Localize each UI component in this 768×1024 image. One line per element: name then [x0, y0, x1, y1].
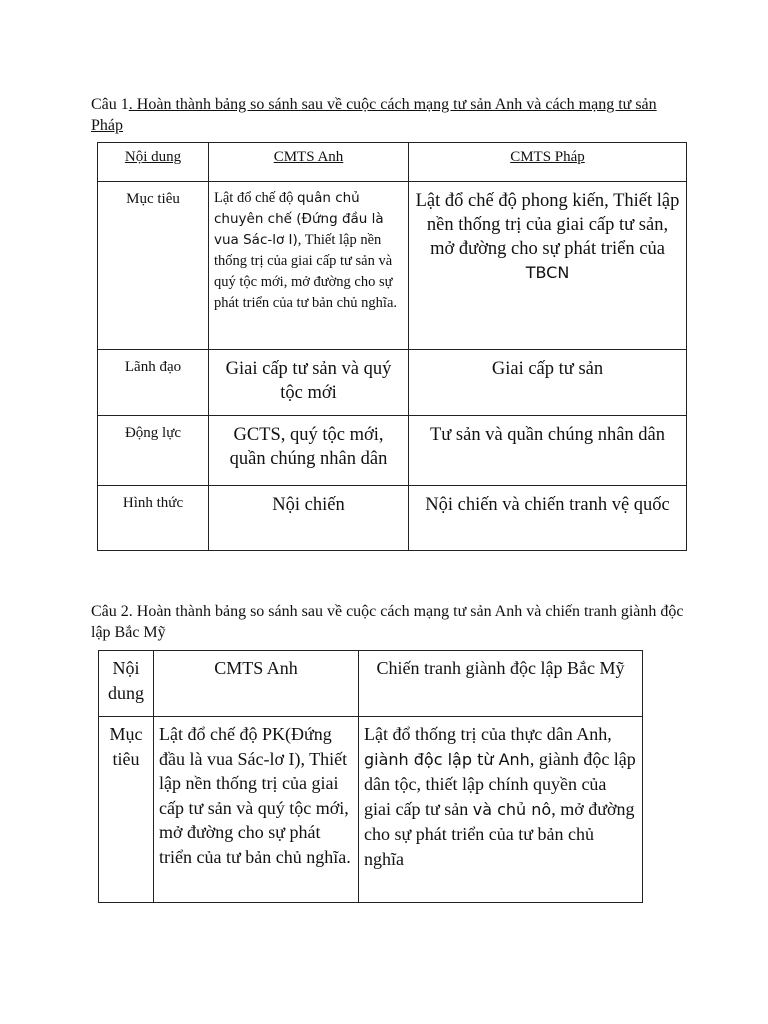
cell-anh — [209, 182, 409, 350]
header-cell: Chiến tranh giành độc lập Bắc Mỹ — [359, 651, 643, 717]
table-row — [99, 717, 643, 903]
comparison-table-1 — [97, 142, 687, 551]
table-row — [98, 416, 687, 486]
text-run: TBCN — [525, 263, 570, 282]
cell-phap — [409, 182, 687, 350]
cell-anh: GCTS, quý tộc mới, quần chúng nhân dân — [209, 416, 409, 486]
cell-bac-my — [359, 717, 643, 903]
text-run: Lật đổ chế độ — [214, 190, 297, 206]
question-2-title: Câu 2. Hoàn thành bảng so sánh sau về cuộc cách mạng tư sản Anh và chiến tranh giành độc lập Bắc Mỹ — [91, 603, 684, 641]
cell-anh: Giai cấp tư sản và quý tộc mới — [209, 350, 409, 416]
row-label: Động lực — [98, 416, 209, 486]
question-1-title — [91, 94, 691, 136]
row-label: Mục tiêu — [98, 182, 209, 350]
text-run: Lật đổ thống trị của thực dân Anh, — [364, 724, 612, 744]
cell-phap: Nội chiến và chiến tranh vệ quốc — [409, 486, 687, 551]
header-cell: Nội dung — [99, 651, 154, 717]
header-cell: CMTS Pháp — [409, 143, 687, 182]
row-label: Mục tiêu — [99, 717, 154, 903]
text-run: và chủ nô — [472, 799, 552, 819]
question-1-prefix: Câu 1 — [91, 96, 129, 113]
header-cell: Nội dung — [98, 143, 209, 182]
cell-phap: Giai cấp tư sản — [409, 350, 687, 416]
text-run: , Thiết lập nền thống trị của giai cấp tư sản và quý tộc mới, mở đường cho sự phát triển của tư bản chủ nghĩa. — [214, 232, 398, 311]
table-row — [98, 486, 687, 551]
table-row — [98, 182, 687, 350]
row-label: Lãnh đạo — [98, 350, 209, 416]
comparison-table-2 — [98, 650, 643, 903]
row-label: Hình thức — [98, 486, 209, 551]
cell-phap: Tư sản và quần chúng nhân dân — [409, 416, 687, 486]
header-cell: CMTS Anh — [154, 651, 359, 717]
header-cell: CMTS Anh — [209, 143, 409, 182]
table-row — [98, 350, 687, 416]
text-run: , giành độc lập dân tộc, thiết lập chính quyền của giai cấp tư sản — [364, 748, 636, 819]
table-2-header-row — [99, 651, 643, 717]
cell-anh: Lật đổ chế độ PK(Đứng đầu là vua Sác-lơ I), Thiết lập nền thống trị của giai cấp tư sản và quý tộc mới, mở đường cho sự phát triển của tư bản chủ nghĩa. — [154, 717, 359, 903]
text-run: giành độc lập từ Anh — [364, 749, 530, 769]
text-run: Lật đổ chế độ phong kiến, Thiết lập nền thống trị của giai cấp tư sản, mở đường cho sự phát triển của — [415, 191, 680, 259]
table-1-header-row — [98, 143, 687, 182]
question-1-text: . Hoàn thành bảng so sánh sau về cuộc cách mạng tư sản Anh và cách mạng tư sản Pháp — [91, 96, 657, 134]
cell-anh: Nội chiến — [209, 486, 409, 551]
text-run: , mở đường cho sự phát triển của tư bản chủ nghĩa — [364, 798, 635, 869]
text-run: quân chủ chuyên chế (Đứng đầu là vua Sác-lơ I) — [214, 190, 384, 248]
